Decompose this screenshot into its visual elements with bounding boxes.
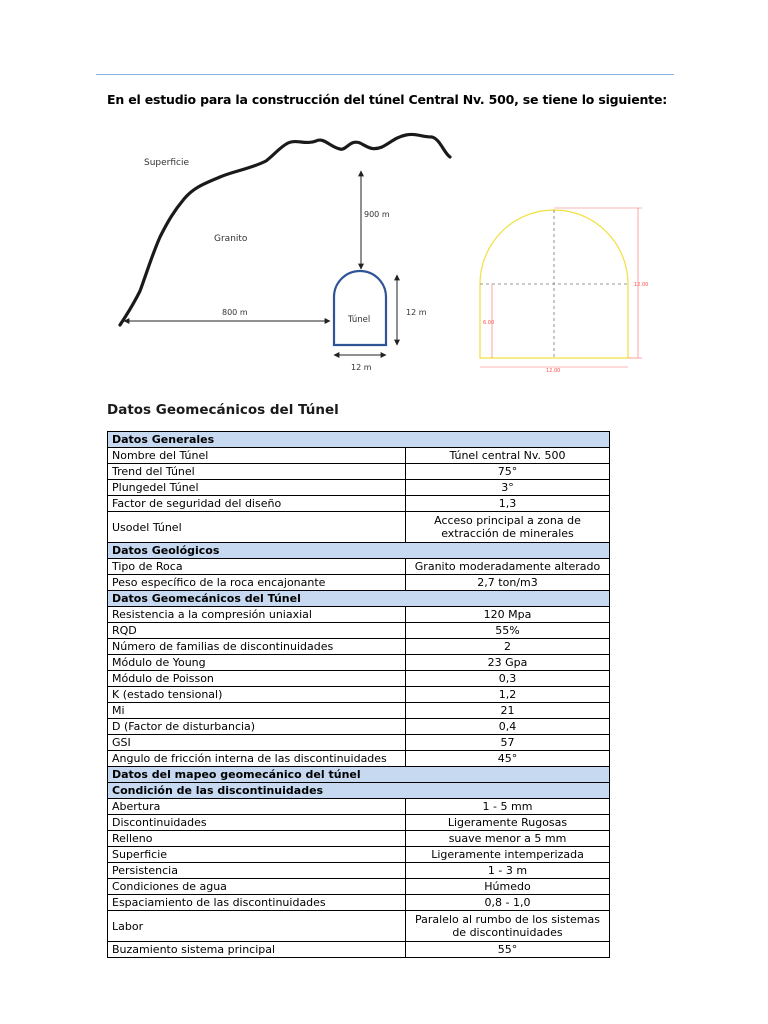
table-section-header: Datos Geomecánicos del Túnel: [108, 591, 610, 607]
table-row: D (Factor de disturbancia) 0,4: [108, 719, 610, 735]
table-row: Abertura 1 - 5 mm: [108, 799, 610, 815]
table-row: Trend del Túnel 75°: [108, 464, 610, 480]
table-row: Usodel Túnel Acceso principal a zona de extracción de minerales: [108, 512, 610, 543]
geomechanical-data-table: [107, 431, 610, 958]
table-row: Módulo de Young 23 Gpa: [108, 655, 610, 671]
table-row: GSI 57: [108, 735, 610, 751]
tunnel-label: Túnel: [348, 315, 371, 325]
width-label: 12 m: [351, 363, 372, 372]
section-height-label: 12.00: [634, 282, 649, 288]
header-rule: [96, 74, 674, 75]
surface-label: Superficie: [144, 158, 190, 168]
section-half-height-label: 6.00: [483, 320, 495, 326]
table-row: Mi 21: [108, 703, 610, 719]
table-row: Factor de seguridad del diseño 1,3: [108, 496, 610, 512]
table-row: Peso específico de la roca encajonante 2,7 ton/m3: [108, 575, 610, 591]
intro-text: En el estudio para la construcción del túnel Central Nv. 500, se tiene lo siguiente:: [107, 92, 668, 107]
table-row: Buzamiento sistema principal 55°: [108, 942, 610, 958]
table-row: RQD 55%: [108, 623, 610, 639]
table-section-header: Datos Geológicos: [108, 543, 610, 559]
tunnel-profile-diagram: [110, 125, 460, 380]
table-row: Módulo de Poisson 0,3: [108, 671, 610, 687]
table-row: Superficie Ligeramente intemperizada: [108, 847, 610, 863]
table-row: Angulo de fricción interna de las discontinuidades 45°: [108, 751, 610, 767]
table-row: Persistencia 1 - 3 m: [108, 863, 610, 879]
table-section-header: Datos del mapeo geomecánico del túnel: [108, 767, 610, 783]
table-row: Relleno suave menor a 5 mm: [108, 831, 610, 847]
table-row: Número de familias de discontinuidades 2: [108, 639, 610, 655]
table-row: Tipo de Roca Granito moderadamente alterado: [108, 559, 610, 575]
table-row: Discontinuidades Ligeramente Rugosas: [108, 815, 610, 831]
table-row: Nombre del Túnel Túnel central Nv. 500: [108, 448, 610, 464]
tunnel-outline: [334, 271, 386, 345]
depth-label: 900 m: [364, 210, 390, 219]
section-title: Datos Geomecánicos del Túnel: [107, 402, 339, 418]
table-row: Resistencia a la compresión uniaxial 120 Mpa: [108, 607, 610, 623]
table-row: Espaciamiento de las discontinuidades 0,8 - 1,0: [108, 895, 610, 911]
tunnel-section-diagram: [472, 204, 652, 376]
rock-label: Granito: [214, 234, 248, 244]
table-row: Plungedel Túnel 3°: [108, 480, 610, 496]
table-row: Condiciones de agua Húmedo: [108, 879, 610, 895]
distance-label: 800 m: [222, 308, 248, 317]
table-row: Labor Paralelo al rumbo de los sistemas de discontinuidades: [108, 911, 610, 942]
section-width-label: 12.00: [546, 368, 561, 374]
table-row: K (estado tensional) 1,2: [108, 687, 610, 703]
table-section-header: Datos Generales: [108, 432, 610, 448]
height-label: 12 m: [406, 308, 427, 317]
table-section-subheader: Condición de las discontinuidades: [108, 783, 610, 799]
